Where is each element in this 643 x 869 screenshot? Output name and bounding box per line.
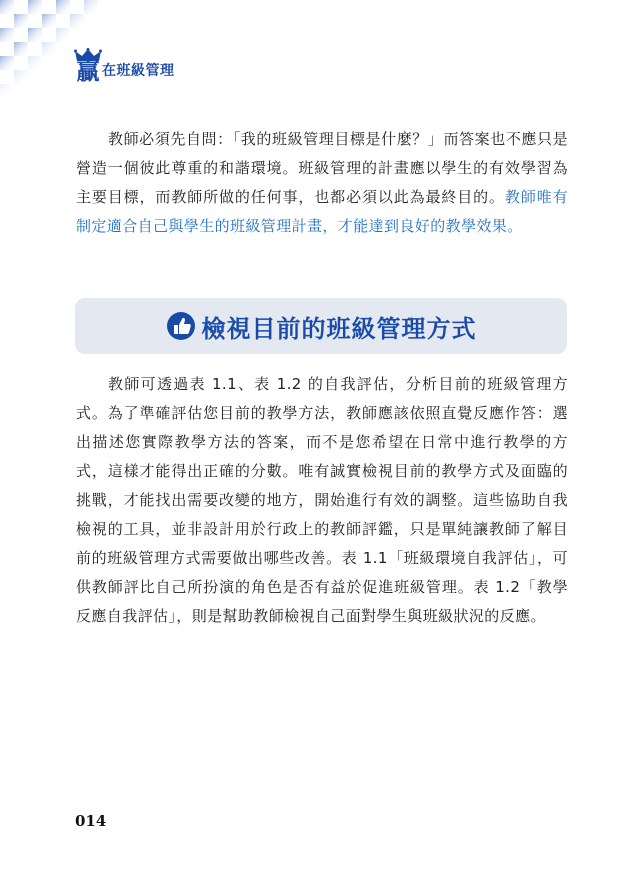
body-text: 教師可透過表 1.1、表 1.2 的自我評估，分析目前的班級管理方式。為了準確評估您目前的教學方法，教師應該依照直覺反應作答：選出描述您實際教學方法的答案，而不是您希望在日常中進行教學的方式，這樣才能得出正確的分數。唯有誠實檢視目前的教學方式及面臨的挑戰，才能找出需要改變的地方，開始進行有效的調整。這些協助自我檢視的工具，並非設計用於行政上的教師評鑑，只是單純讓教師了解目前的班級管理方式需要做出哪些改善。表 1.1「班級環境自我評估」，可供教師評比自己所扮演的角色是否有益於促進班級管理。表 1.2「教學反應自我評估」，則是幫助教師檢視自己面對學生與班級狀況的反應。	[76, 375, 568, 625]
intro-text: 教師必須先自問：「我的班級管理目標是什麼？」而答案也不應只是營造一個彼此尊重的和諧環境。班級管理的計畫應以學生的有效學習為主要目標，而教師所做的任何事，也都必須以此為最終目的。	[76, 130, 568, 206]
header-title: 在班級管理	[102, 63, 175, 79]
section-title: 檢視目前的班級管理方式	[201, 314, 477, 343]
page-number: 014	[75, 812, 107, 830]
section-heading-box	[75, 298, 567, 354]
logo-glyph: 贏	[76, 59, 100, 85]
intro-paragraph	[76, 125, 568, 241]
body-paragraph	[76, 370, 568, 631]
thumbs-up-icon	[166, 311, 196, 341]
crown-logo	[74, 48, 102, 84]
running-header	[74, 44, 175, 84]
intro-highlight: 教師唯有制定適合自己與學生的班級管理計畫，才能達到良好的教學效果。	[76, 188, 568, 235]
